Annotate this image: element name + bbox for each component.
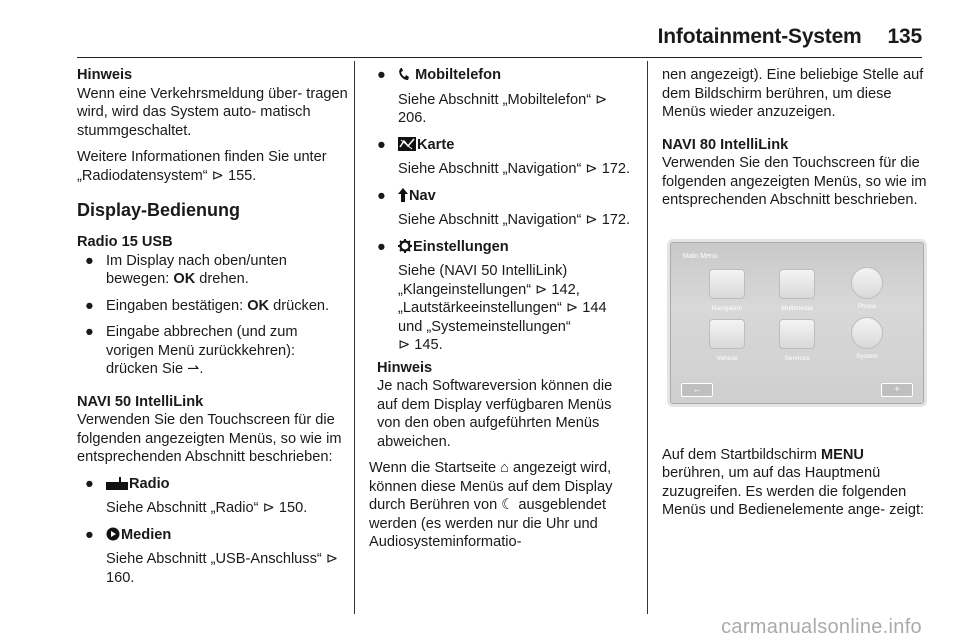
tile-system[interactable]: System <box>841 317 893 361</box>
bullet-icon: ● <box>377 238 386 255</box>
map-icon <box>398 137 416 151</box>
bullet-icon: ● <box>377 67 386 83</box>
radio-icon <box>106 477 128 490</box>
ref-arrow-icon: ⊳ <box>535 281 548 298</box>
navi80-heading: NAVI 80 IntelliLink <box>662 136 789 153</box>
ref-arrow-icon: ⊳ <box>585 161 598 177</box>
continued-text: nen angezeigt). Eine beliebige Stelle auf dem Bildschirm berühren, um diese Menüs wieder anzuzeigen. <box>662 67 924 120</box>
header-rule <box>77 57 922 58</box>
navi50-heading: NAVI 50 IntelliLink <box>77 393 204 410</box>
home-icon: ⌂ <box>500 460 509 476</box>
watermark: carmanualsonline.info <box>721 616 922 638</box>
gear-icon <box>398 239 412 253</box>
info-text: Weitere Informationen finden Sie unter „Radiodatensystem“ ⊳ 155. <box>77 149 327 184</box>
main-menu-title: Main Menu <box>683 252 718 260</box>
bullet-icon: ● <box>85 324 94 340</box>
menu-item-radio: ● Radio Siehe Abschnitt „Radio“ ⊳ 150. <box>85 475 308 516</box>
note-heading: Hinweis <box>377 359 433 376</box>
menu-item-phone: ● Mobiltelefon Siehe Abschnitt „Mobiltelefon“ ⊳ 206. <box>377 67 608 126</box>
main-menu-screen <box>670 242 924 404</box>
menu-item-map: ● Karte Siehe Abschnitt „Navigation“ ⊳ 172. <box>377 136 631 177</box>
note-block <box>369 359 635 452</box>
bullet-icon: ● <box>377 136 386 153</box>
ref-arrow-icon: ⊳ <box>565 300 579 316</box>
start-text: Wenn die Startseite ⌂ angezeigt wird, können diese Menüs auf dem Display durch Berühren von ☾ ausgeblendet werden (es werden nur die Uhr und Audiosysteminformatio- <box>369 460 613 550</box>
note-heading: Hinweis <box>77 67 133 83</box>
column-2 <box>369 66 635 560</box>
tile-services[interactable]: Services <box>771 319 823 363</box>
navi50-text: Verwenden Sie den Touchscreen für die folgenden angezeigten Menüs, so wie im entsprechenden Abschnitt beschrieben: <box>77 412 342 465</box>
ref-arrow-icon: ⊳ <box>398 337 411 353</box>
ref-arrow-icon: ⊳ <box>585 212 598 228</box>
bullet-icon: ● <box>85 297 94 314</box>
menu-item-media: ● Medien Siehe Abschnitt „USB-Anschluss“ ⊳ 160. <box>85 526 339 586</box>
tile-vehicle[interactable]: Vehicle <box>701 319 753 363</box>
tile-navigation[interactable]: Navigation <box>701 269 753 313</box>
bullet-icon: ● <box>85 526 94 543</box>
bullet-icon: ● <box>377 187 386 204</box>
tile-multimedia[interactable]: Multimedia <box>771 269 823 313</box>
list-item: ● Eingaben bestätigen: OK drücken. <box>85 297 330 314</box>
menu-item-settings: ● Einstellungen Siehe (NAVI 50 IntelliLink) „Klangeinstellungen“ ⊳ 142, „Lautstärkeeinstellungen“ ⊳ 144 und „Systemeinstellungen“ ⊳ 145. <box>377 238 607 353</box>
navi80-text: Verwenden Sie den Touchscreen für die folgenden angezeigten Menüs, so wie im entsprechenden Abschnitt beschrieben. <box>662 155 927 208</box>
ref-arrow-icon: ⊳ <box>325 551 339 567</box>
phone-icon <box>398 67 410 81</box>
add-button[interactable]: + <box>881 383 913 397</box>
nav-arrow-icon <box>398 188 408 202</box>
ref-arrow-icon: ⊳ <box>211 167 224 184</box>
ref-arrow-icon: ⊳ <box>595 91 608 108</box>
page-header <box>657 25 922 48</box>
note-text: Je nach Softwareversion können die auf dem Display verfügbaren Menüs von den oben aufgeführten Menüs abweichen. <box>377 378 613 450</box>
main-menu-figure <box>662 222 928 432</box>
media-icon <box>106 527 120 541</box>
page-number: 135 <box>887 25 922 48</box>
list-item: ● Eingabe abbrechen (und zum vorigen Menü zurückkehren): drücken Sie ⇀. <box>85 324 298 377</box>
menu-item-nav: ● Nav Siehe Abschnitt „Navigation“ ⊳ 172. <box>377 187 631 228</box>
header-title: Infotainment-System <box>657 25 862 48</box>
list-item: ● Im Display nach oben/unten bewegen: OK drehen. <box>85 252 287 287</box>
note-text: Wenn eine Verkehrsmeldung über- tragen wird, wird das System auto- matisch stummgeschaltet. <box>77 85 348 139</box>
column-3 <box>662 66 928 528</box>
column-1 <box>77 66 349 595</box>
menu-text: Auf dem Startbildschirm MENU berühren, um auf das Hauptmenü zuzugreifen. Es werden die folgenden Menüs und Bedienelemente ange- zeigt: <box>662 446 925 518</box>
bullet-icon: ● <box>85 475 94 492</box>
column-divider-2 <box>647 61 648 614</box>
column-divider-1 <box>354 61 355 614</box>
section-heading: Display-Bedienung <box>77 200 241 220</box>
ref-arrow-icon: ⊳ <box>262 500 275 516</box>
radio-heading: Radio 15 USB <box>77 234 173 250</box>
back-button[interactable]: ← <box>681 383 713 397</box>
moon-icon: ☾ <box>501 497 515 513</box>
tile-phone[interactable]: Phone <box>841 267 893 311</box>
back-icon: ⇀ <box>187 361 200 377</box>
bullet-icon: ● <box>85 252 94 269</box>
